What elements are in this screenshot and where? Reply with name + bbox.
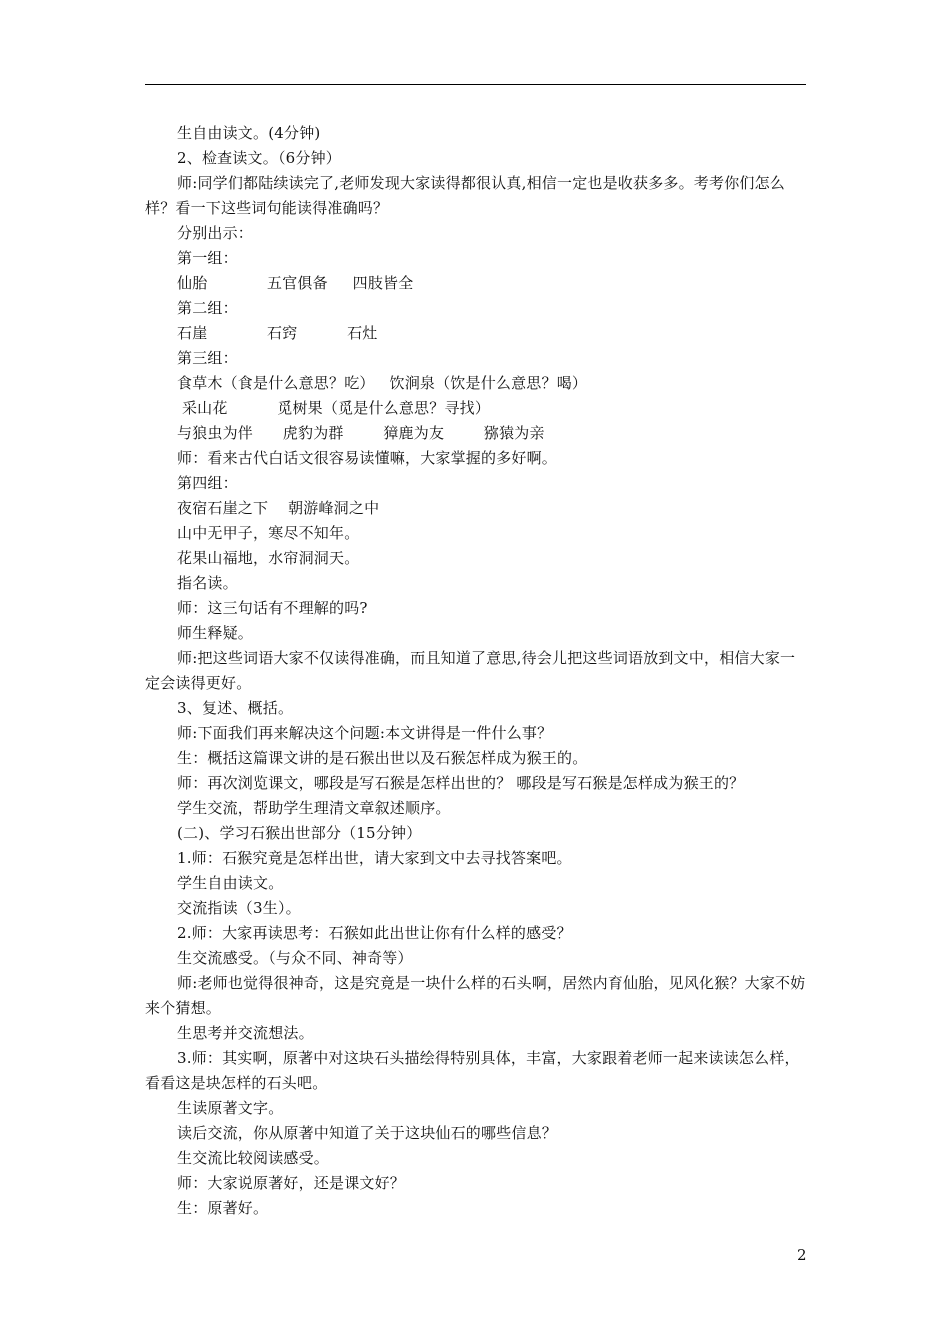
document-body [145,121,807,1221]
vocab-line: 山中无甲子，寒尽不知年。 [177,524,360,542]
text-line: 师:下面我们再来解决这个问题:本文讲得是一件什么事？ [177,724,553,742]
text-line: 交流指读（3生）。 [177,899,301,917]
header-rule [145,84,806,85]
text-line: 师：大家说原著好，还是课文好？ [177,1174,406,1192]
text-line: 学生交流，帮助学生理清文章叙述顺序。 [177,799,451,817]
vocab-line: 采山花 觅树果（觅是什么意思？寻找） [177,399,491,417]
text-line: 生交流感受。（与众不同、神奇等） [177,949,413,967]
group-heading: 第一组： [177,249,238,267]
text-line: 生：概括这篇课文讲的是石猴出世以及石猴怎样成为猴王的。 [177,749,588,767]
vocab-line: 仙胎 五官俱备 四肢皆全 [177,274,414,292]
page-number: 2 [797,1246,807,1264]
text-line: 师：看来古代白话文很容易读懂嘛，大家掌握的多好啊。 [177,449,558,467]
section-heading: (二)、学习石猴出世部分（15分钟） [177,824,422,842]
text-paragraph: 师:同学们都陆续读完了,老师发现大家读得都很认真,相信一定也是收获多多。考考你们怎么样？看一下这些词句能读得准确吗？ [145,174,785,217]
vocab-line: 石崖 石窍 石灶 [177,324,378,342]
vocab-line: 与狼虫为伴 虎豹为群 獐鹿为友 猕猿为亲 [177,424,545,442]
text-line: 分别出示： [177,224,254,242]
text-line: 2、检查读文。（6分钟） [177,149,341,167]
vocab-line: 食草木（食是什么意思？吃） 饮涧泉（饮是什么意思？喝） [177,374,588,392]
text-line: 生读原著文字。 [177,1099,284,1117]
vocab-line: 花果山福地，水帘洞洞天。 [177,549,360,567]
text-line: 读后交流，你从原著中知道了关于这块仙石的哪些信息？ [177,1124,558,1142]
text-line: 2.师：大家再读思考：石猴如此出世让你有什么样的感受？ [177,924,572,942]
text-line: 生思考并交流想法。 [177,1024,314,1042]
text-line: 生：原著好。 [177,1199,269,1217]
text-line: 指名读。 [177,574,238,592]
vocab-line: 夜宿石崖之下 朝游峰洞之中 [177,499,380,517]
group-heading: 第二组： [177,299,238,317]
group-heading: 第三组： [177,349,238,367]
text-line: 1.师：石猴究竟是怎样出世，请大家到文中去寻找答案吧。 [177,849,572,867]
text-line: 生自由读文。(4分钟) [177,124,321,142]
text-paragraph: 师:把这些词语大家不仅读得准确，而且知道了意思,待会儿把这些词语放到文中，相信大家一定会读得更好。 [145,649,796,692]
text-line: 师：这三句话有不理解的吗? [177,599,368,617]
text-line: 师：再次浏览课文，哪段是写石猴是怎样出世的？ 哪段是写石猴是怎样成为猴王的？ [177,774,745,792]
group-heading: 第四组： [177,474,238,492]
text-paragraph: 师:老师也觉得很神奇，这是究竟是一块什么样的石头啊，居然内育仙胎，见风化猴？大家不妨来个猜想。 [145,974,806,1017]
text-paragraph: 3.师：其实啊，原著中对这块石头描绘得特别具体，丰富，大家跟着老师一起来读读怎么样，看看这是块怎样的石头吧。 [145,1049,800,1092]
text-line: 生交流比较阅读感受。 [177,1149,330,1167]
section-heading: 3、复述、概括。 [177,699,294,717]
text-line: 师生释疑。 [177,624,254,642]
text-line: 学生自由读文。 [177,874,284,892]
